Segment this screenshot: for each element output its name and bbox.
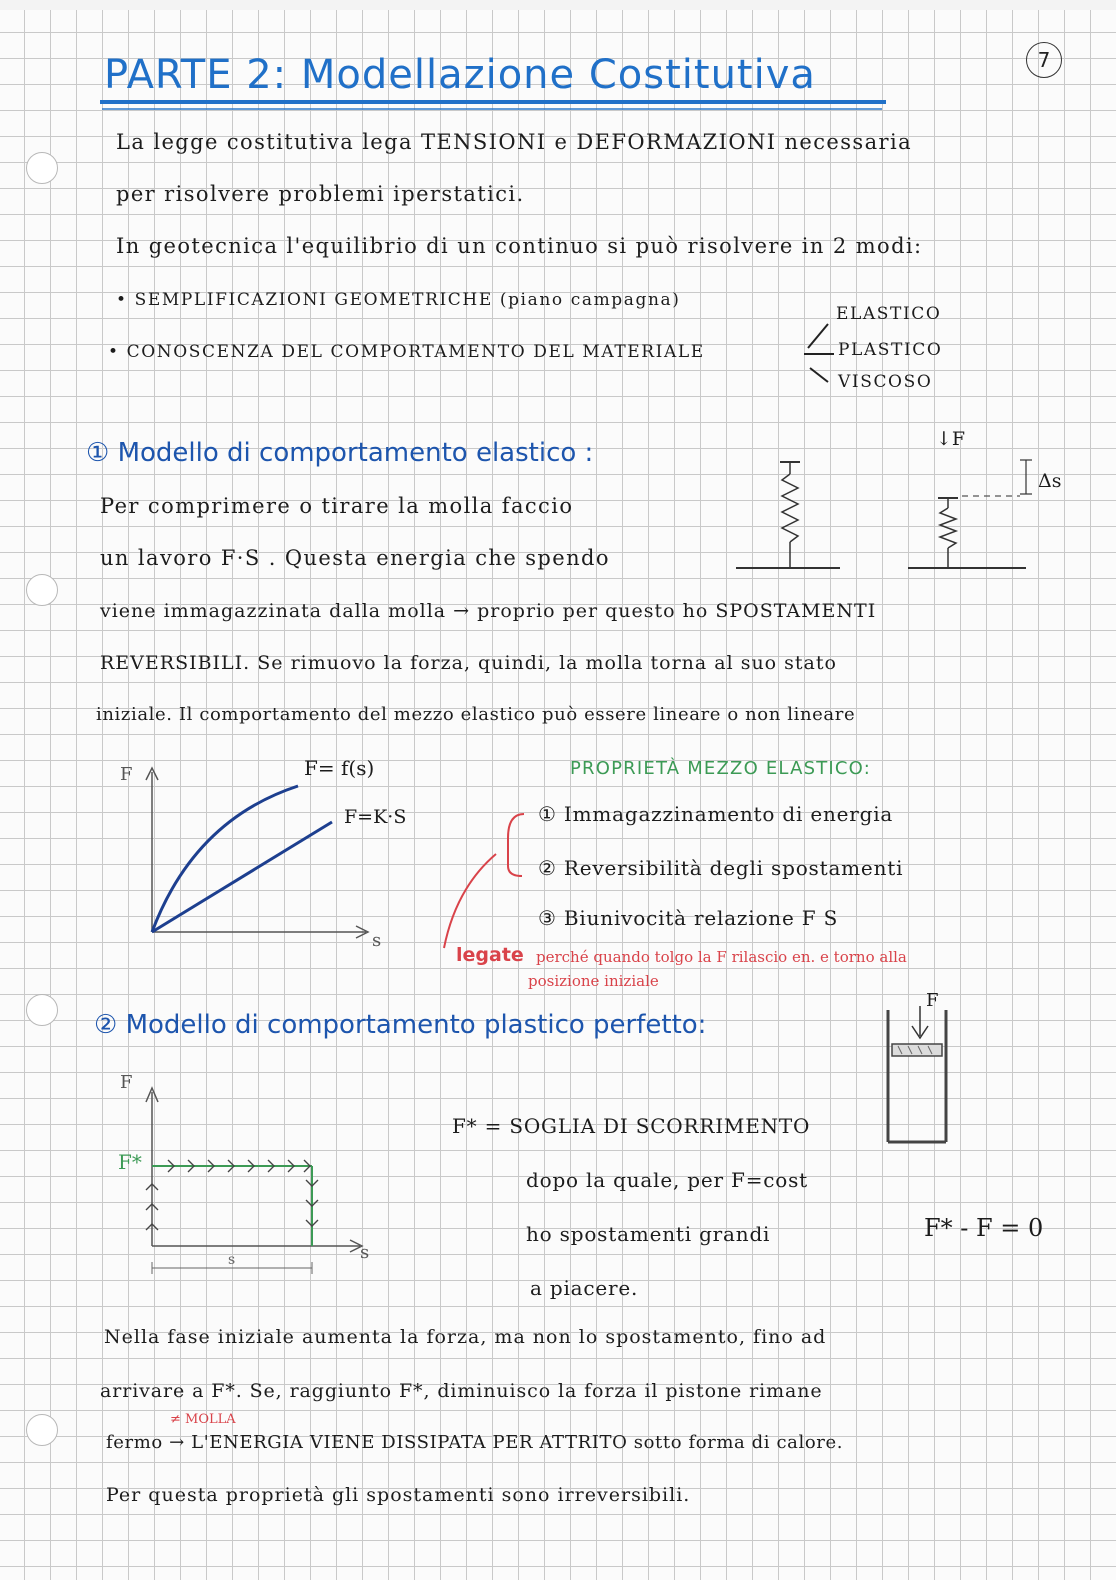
threshold-line-2: ho spostamenti grandi: [526, 1222, 771, 1246]
elastic-line-1: Per comprimere o tirare la molla faccio: [100, 494, 574, 518]
property-3: ③ Biunivocità relazione F S: [538, 906, 839, 930]
spring-contrast-note: ≠ MOLLA: [170, 1412, 236, 1427]
behaviour-brace-lines: [800, 312, 840, 392]
intro-line-3: In geotecnica l'equilibrio di un continuo si può risolvere in 2 modi:: [116, 234, 923, 258]
piston-force-label: F: [926, 990, 939, 1011]
title-underline-thin: [102, 108, 882, 110]
elastic-line-label: F=K·S: [344, 806, 407, 828]
intro-bullet-2: • CONOSCENZA DEL COMPORTAMENTO DEL MATERIALE: [108, 342, 705, 362]
elastic-graph-y-label: F: [120, 764, 133, 785]
threshold-definition: F* = SOGLIA DI SCORRIMENTO: [452, 1114, 811, 1138]
plastic-equation: F* - F = 0: [924, 1214, 1044, 1242]
binder-hole: [26, 994, 58, 1026]
elastic-line-2: un lavoro F·S . Questa energia che spendo: [100, 546, 610, 570]
intro-line-1: La legge costitutiva lega TENSIONI e DEFORMAZIONI necessaria: [116, 130, 913, 154]
plastic-graph-y-label: F: [120, 1072, 133, 1093]
page-title: PARTE 2: Modellazione Costitutiva: [104, 52, 816, 98]
elastic-line-4: REVERSIBILI. Se rimuovo la forza, quindi, la molla torna al suo stato: [100, 652, 837, 674]
elastic-graph: [110, 760, 400, 960]
intro-bullet-1: • SEMPLIFICAZIONI GEOMETRICHE (piano campagna): [116, 290, 681, 310]
section-heading-plastic: ② Modello di comportamento plastico perfetto:: [94, 1010, 707, 1040]
note-line-1: perché quando tolgo la F rilascio en. e torno alla: [536, 948, 907, 966]
threshold-line-3: a piacere.: [530, 1276, 639, 1300]
plastic-span-label: s: [228, 1252, 236, 1268]
binder-hole: [26, 1414, 58, 1446]
spring-displacement-label: Δs: [1038, 470, 1062, 492]
page-top-edge: [0, 0, 1116, 10]
behaviour-plastic: PLASTICO: [838, 340, 943, 360]
binder-hole: [26, 574, 58, 606]
note-line-2: posizione iniziale: [528, 972, 659, 990]
intro-line-2: per risolvere problemi iperstatici.: [116, 182, 525, 206]
threshold-line-1: dopo la quale, per F=cost: [526, 1168, 809, 1192]
property-1: ① Immagazzinamento di energia: [538, 802, 894, 826]
properties-title: PROPRIETÀ MEZZO ELASTICO:: [570, 758, 872, 779]
elastic-line-3: viene immagazzinata dalla molla → proprio per questo ho SPOSTAMENTI: [100, 600, 877, 622]
section-heading-elastic: ① Modello di comportamento elastico :: [86, 438, 594, 468]
piston-diagram: [880, 990, 960, 1150]
elastic-graph-x-label: s: [372, 930, 382, 951]
title-underline: [100, 100, 886, 104]
note-label: legate: [456, 944, 524, 966]
plastic-threshold-label: F*: [118, 1150, 142, 1174]
page-number: 7: [1026, 42, 1062, 78]
behaviour-elastic: ELASTICO: [836, 304, 942, 324]
property-2: ② Reversibilità degli spostamenti: [538, 856, 904, 880]
plastic-para-line-1: Nella fase iniziale aumenta la forza, ma non lo spostamento, fino ad: [104, 1326, 827, 1348]
plastic-graph: [110, 1080, 390, 1280]
plastic-para-line-4: Per questa proprietà gli spostamenti sono irreversibili.: [106, 1484, 691, 1506]
plastic-para-line-2: arrivare a F*. Se, raggiunto F*, diminuisco la forza il pistone rimane: [100, 1380, 823, 1402]
behaviour-viscous: VISCOSO: [838, 372, 933, 392]
elastic-curve-label: F= f(s): [304, 756, 375, 780]
binder-hole: [26, 152, 58, 184]
plastic-graph-x-label: s: [360, 1242, 370, 1263]
plastic-para-line-3: fermo → L'ENERGIA VIENE DISSIPATA PER ATTRITO sotto forma di calore.: [106, 1432, 844, 1453]
spring-diagram: [730, 440, 1090, 580]
spring-force-label: ↓F: [936, 428, 966, 450]
elastic-line-5: iniziale. Il comportamento del mezzo elastico può essere lineare o non lineare: [96, 704, 856, 725]
